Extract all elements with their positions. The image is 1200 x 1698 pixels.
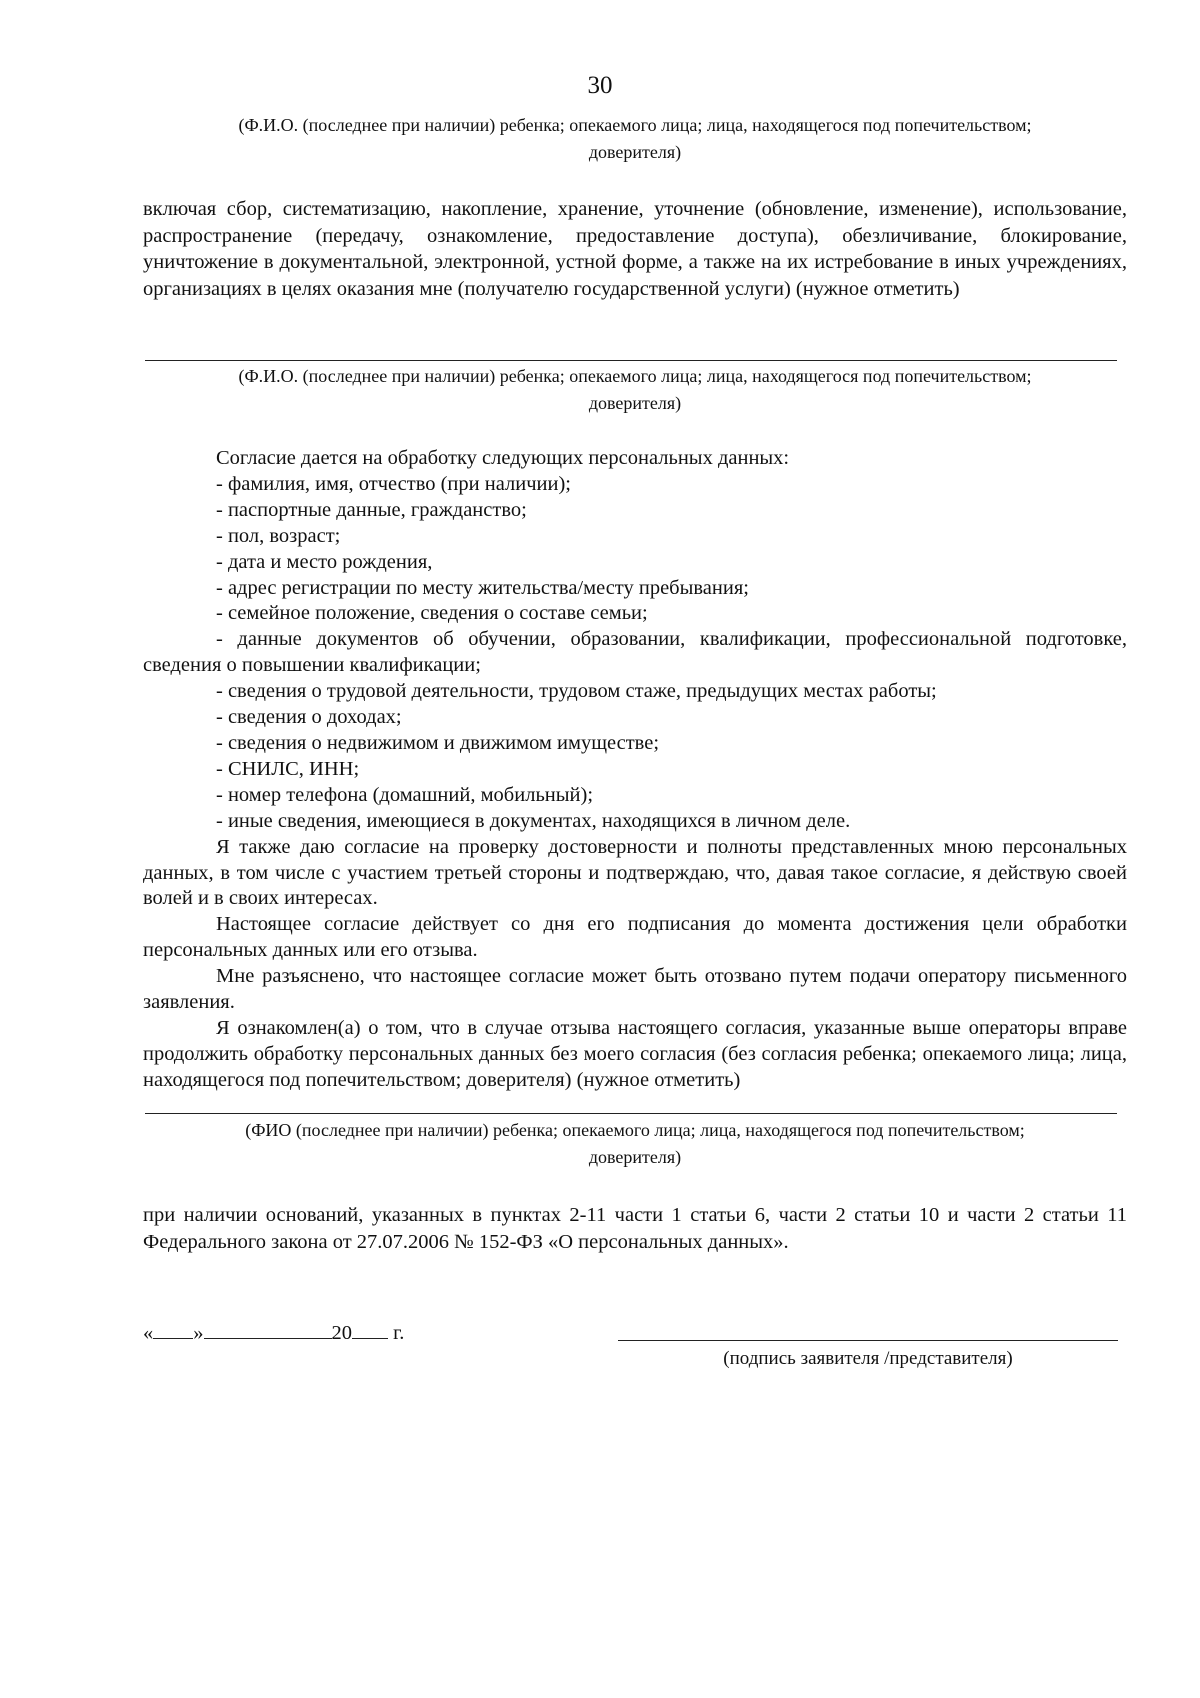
blank-line-name-2[interactable] <box>145 1113 1117 1114</box>
list-item: - сведения о доходах; <box>216 706 402 729</box>
paragraph-verify: Я также даю согласие на проверку достоверности и полноты представленных мною персональных данных, в том числе с участием третьей стороны и подтверждаю, что, давая такое согласие, я действую своей волей и в своих интересах. <box>143 835 1127 910</box>
list-item: - адрес регистрации по месту жительства/месту пребывания; <box>216 576 749 599</box>
paragraph-grounds: при наличии оснований, указанных в пунктах 2-11 части 1 статьи 6, части 2 статьи 10 и части 2 статьи 11 Федерального закона от 27.07.2006 № 152-ФЗ «О персональных данных». <box>143 1204 1127 1253</box>
list-item: - пол, возраст; <box>216 524 341 547</box>
caption-middle-line1: (Ф.И.О. (последнее при наличии) ребенка; опекаемого лица; лица, находящегося под попечительством; <box>238 366 1032 386</box>
caption-top-line1: (Ф.И.О. (последнее при наличии) ребенка; опекаемого лица; лица, находящегося под попечительством; <box>238 115 1032 135</box>
day-blank[interactable] <box>153 1318 193 1339</box>
caption-bottom-line2: доверителя) <box>588 1147 682 1167</box>
list-item: - семейное положение, сведения о составе семьи; <box>216 602 648 625</box>
signature-line[interactable] <box>618 1340 1118 1341</box>
list-item: - сведения о трудовой деятельности, трудовом стаже, предыдущих местах работы; <box>216 680 937 703</box>
list-item: - иные сведения, имеющиеся в документах, находящихся в личном деле. <box>216 809 851 832</box>
consent-intro: Согласие дается на обработку следующих персональных данных: <box>216 447 790 469</box>
list-item: - дата и место рождения, <box>216 550 433 573</box>
caption-middle <box>175 363 1095 417</box>
list-item: - паспортные данные, гражданство; <box>216 498 527 521</box>
paragraph-acknowledge: Я ознакомлен(а) о том, что в случае отзыва настоящего согласия, указанные выше операторы вправе продолжить обработку персональных данных без моего согласия (без согласия ребенка; опекаемого лица; лица, находящегося под попечительством; доверителя) (нужное отметить) <box>143 1016 1127 1091</box>
signature-caption: (подпись заявителя /представителя) <box>723 1348 1013 1369</box>
list-item: - фамилия, имя, отчество (при наличии); <box>216 472 571 495</box>
caption-bottom <box>175 1117 1095 1171</box>
list-item: - сведения о недвижимом и движимом имуществе; <box>216 731 660 754</box>
year-blank[interactable] <box>352 1318 388 1339</box>
caption-middle-line2: доверителя) <box>588 393 682 413</box>
list-item: - данные документов об обучении, образовании, квалификации, профессиональной подготовке, сведения о повышении квалификации; <box>143 628 1127 677</box>
paragraph-processing: включая сбор, систематизацию, накопление, хранение, уточнение (обновление, изменение), использование, распространение (передачу, ознакомление, предоставление доступа), обезличивание, блокирование, уничтожение в документальной, электронной, устной форме, а также на их истребование в иных учреждениях, организациях в целях оказания мне (получателю государственной услуги) (нужное отметить) <box>143 198 1127 300</box>
month-blank[interactable] <box>204 1318 332 1339</box>
date-field <box>143 1318 404 1346</box>
list-item: - номер телефона (домашний, мобильный); <box>216 783 594 806</box>
consent-block <box>143 446 1127 1094</box>
caption-bottom-line1: (ФИО (последнее при наличии) ребенка; опекаемого лица; лица, находящегося под попечительством; <box>245 1120 1025 1140</box>
paragraph-validity: Настоящее согласие действует со дня его подписания до момента достижения цели обработки персональных данных или его отзыва. <box>143 913 1127 962</box>
paragraph-revocation: Мне разъяснено, что настоящее согласие может быть отозвано путем подачи оператору письменного заявления. <box>143 965 1127 1014</box>
date-close-quote: » <box>193 1322 204 1344</box>
list-item: - СНИЛС, ИНН; <box>216 757 360 780</box>
year-century: 20 <box>331 1322 352 1344</box>
caption-top-line2: доверителя) <box>588 142 682 162</box>
date-open-quote: « <box>143 1322 154 1344</box>
year-suffix: г. <box>393 1322 405 1344</box>
page-number: 30 <box>587 72 613 99</box>
blank-line-name-1[interactable] <box>145 360 1117 361</box>
caption-top <box>175 112 1095 166</box>
